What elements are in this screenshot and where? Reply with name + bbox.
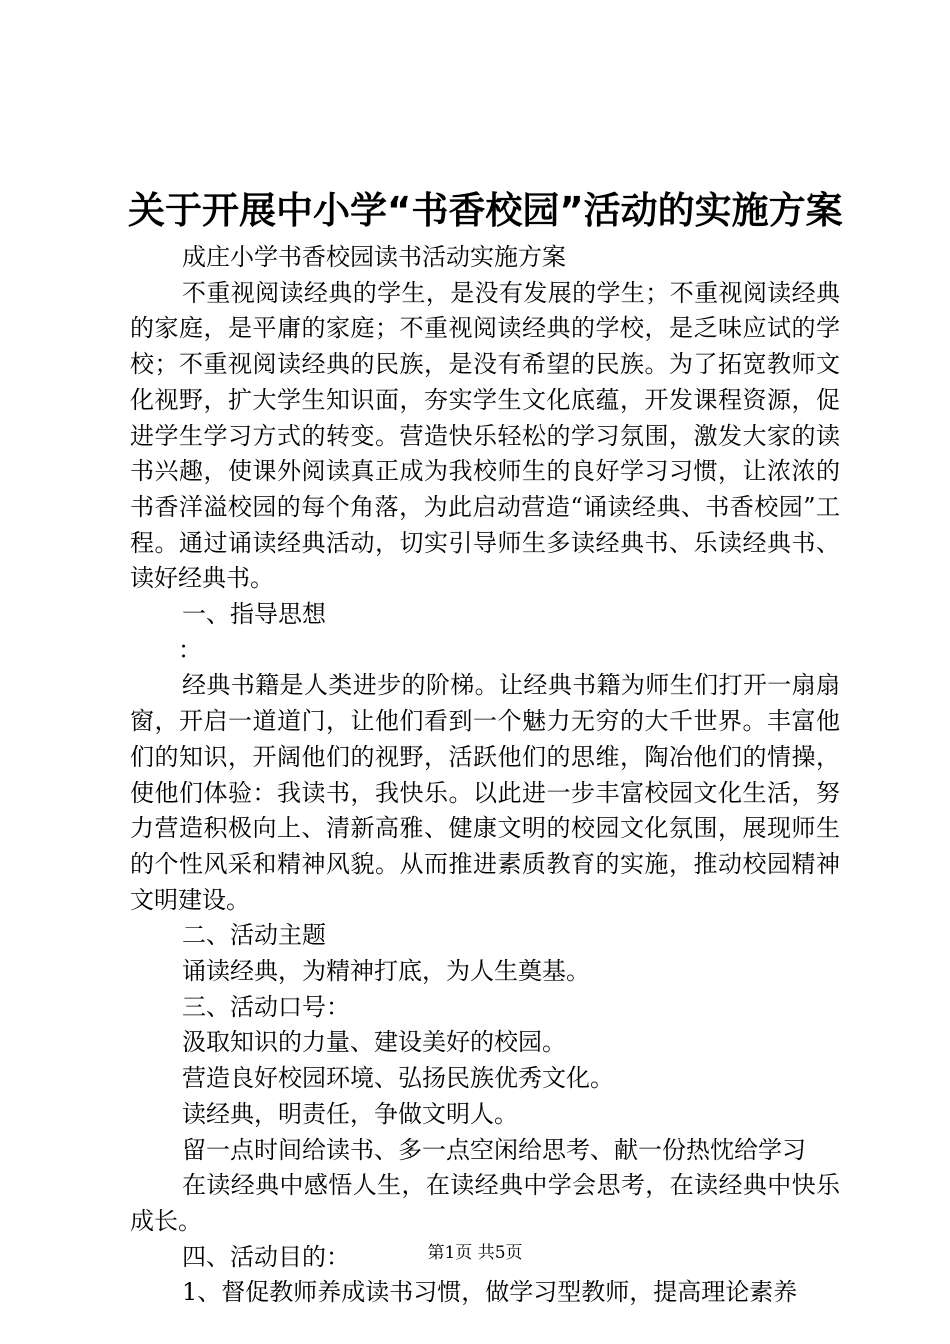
subtitle-paragraph: 成庄小学书香校园读书活动实施方案 xyxy=(182,243,566,271)
intro-paragraph: 不重视阅读经典的学生，是没有发展的学生；不重视阅读经典的家庭，是平庸的家庭；不重视阅读经典的学校，是乏味应试的学校；不重视阅读经典的民族，是没有希望的民族。为了拓宽教师文化视野，扩大学生知识面，夯实学生文化底蕴，开发课程资源，促进学生学习方式的转变。营造快乐轻松的学习氛围，激发大家的读书兴趣，使课外阅读真正成为我校师生的良好学习习惯，让浓浓的书香洋溢校园的每个角落，为此启动营造“诵读经典、书香校园”工程。通过诵读经典活动，切实引导师生多读经典书、乐读经典书、读好经典书。 xyxy=(130,278,840,593)
guiding-thought-paragraph: 经典书籍是人类进步的阶梯。让经典书籍为师生们打开一扇扇窗，开启一道道门，让他们看到一个魅力无穷的大千世界。丰富他们的知识，开阔他们的视野，活跃他们的思维，陶冶他们的情操，使他们体验：我读书，我快乐。以此进一步丰富校园文化生活，努力营造积极向上、清新高雅、健康文明的校园文化氛围，展现师生的个性风采和精神风貌。从而推进素质教育的实施，推动校园精神文明建设。 xyxy=(130,671,840,914)
slogan-line: 读经典，明责任，争做文明人。 xyxy=(182,1099,518,1128)
page-footer: 第1页 共5页 xyxy=(427,1243,523,1263)
stray-colon-line: ： xyxy=(178,635,202,664)
slogan-line: 营造良好校园环境、弘扬民族优秀文化。 xyxy=(182,1064,614,1093)
slogan-line: 留一点时间给读书、多一点空闲给思考、献一份热忱给学习 xyxy=(182,1135,806,1164)
document-body xyxy=(130,240,840,1311)
section-heading-theme: 二、活动主题 xyxy=(182,921,326,950)
slogan-line: 在读经典中感悟人生，在读经典中学会思考，在读经典中快乐成长。 xyxy=(130,1171,840,1235)
section-heading-purpose: 四、活动目的： xyxy=(182,1242,350,1271)
section-heading-guiding-thought: 一、指导思想 xyxy=(182,600,326,629)
theme-paragraph: 诵读经典，为精神打底，为人生奠基。 xyxy=(182,957,590,986)
purpose-item: 1、督促教师养成读书习惯，做学习型教师，提高理论素养 xyxy=(182,1278,798,1307)
slogan-line: 汲取知识的力量、建设美好的校园。 xyxy=(182,1028,566,1057)
section-heading-slogans: 三、活动口号： xyxy=(182,992,350,1021)
document-title: 关于开展中小学“书香校园”活动的实施方案 xyxy=(128,189,843,232)
